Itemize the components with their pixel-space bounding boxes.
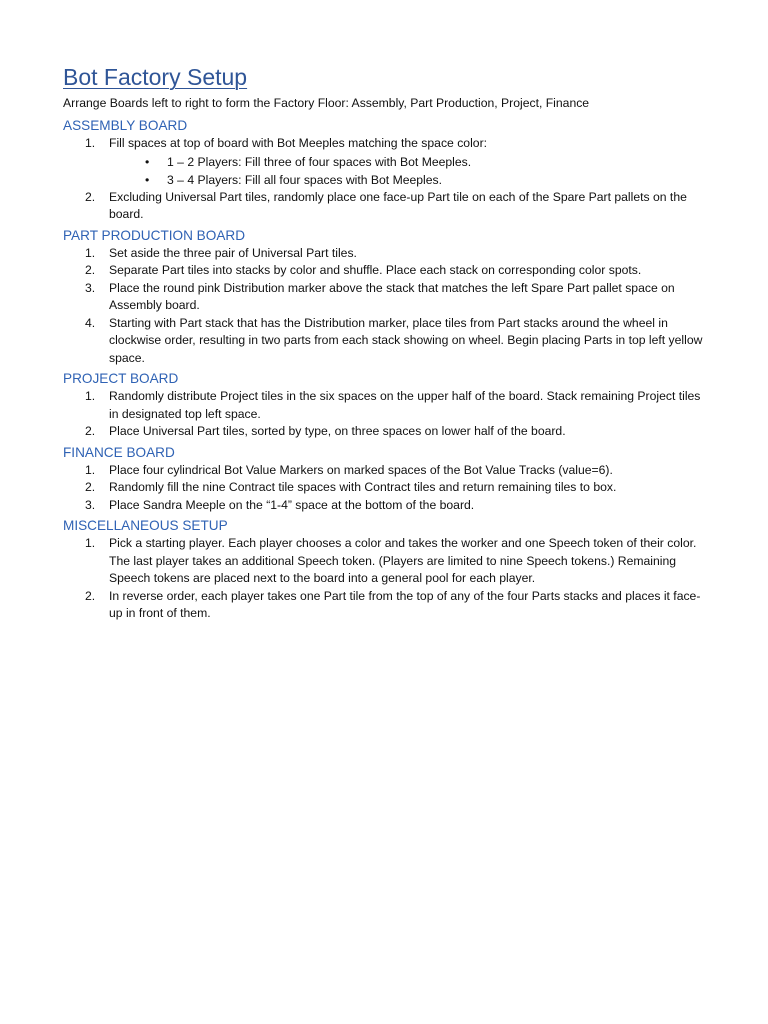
sub-list-item [109,171,713,189]
list-item [63,280,713,315]
step-text: Randomly distribute Project tiles in the six spaces on the upper half of the board. Stack remaining Project tiles in designated top left space. [109,389,701,421]
step-text: Pick a starting player. Each player chooses a color and takes the worker and one Speech token of their color. The last player takes an additional Speech token. (Players are limited to nine Speech tokens.) Remaining Speech tokens are placed next to the board into a general pool for each player. [109,536,697,585]
step-number: 2. [85,189,96,204]
step-number: 1. [85,245,96,260]
step-number: 1. [85,389,96,403]
step-number: 2. [85,263,96,277]
step-text: Place Universal Part tiles, sorted by type, on three spaces on lower half of the board. [109,424,566,438]
bullet-icon: • [145,172,150,187]
list-item [63,588,713,623]
list-item [63,479,713,497]
step-text: Excluding Universal Part tiles, randomly place one face-up Part tile on each of the Spare Part pallets on the board. [109,189,687,221]
list-item [63,462,713,480]
list-item [63,535,713,588]
document-title: Bot Factory Setup [63,64,248,90]
part-production-steps [63,245,713,368]
step-text: Place four cylindrical Bot Value Markers on marked spaces of the Bot Value Tracks (value=6). [109,462,613,477]
step-number: 2. [85,588,96,603]
step-text: Starting with Part stack that has the Distribution marker, place tiles from Part stacks around the wheel in clockwise order, resulting in two parts from each stack showing on wheel. Begin placing Parts in top left yellow space. [109,315,703,365]
list-item [63,262,713,280]
bullet-icon: • [145,154,150,169]
list-item [63,315,713,368]
project-steps [63,388,713,441]
step-text: In reverse order, each player takes one Part tile from the top of any of the four Parts stacks and places it face-up in front of them. [109,588,701,620]
step-text: Set aside the three pair of Universal Part tiles. [109,245,357,260]
finance-heading: FINANCE BOARD [63,444,175,460]
list-item [63,245,713,263]
step-text: Place the round pink Distribution marker above the stack that matches the left Spare Part pallet space on Assembly board. [109,280,675,312]
step-text: Fill spaces at top of board with Bot Meeples matching the space color: [109,136,488,150]
step-number: 4. [85,315,96,330]
list-item [63,423,713,441]
step-number: 1. [85,462,96,477]
assembly-sub-list [109,153,713,189]
project-heading: PROJECT BOARD [63,371,179,386]
assembly-steps [63,135,713,224]
step-number: 3. [85,497,96,512]
intro-text: Arrange Boards left to right to form the Factory Floor: Assembly, Part Production, Project, Finance [63,96,590,110]
finance-steps [63,462,713,515]
sub-step-text: 3 – 4 Players: Fill all four spaces with Bot Meeples. [167,172,443,187]
step-text: Randomly fill the nine Contract tile spaces with Contract tiles and return remaining tiles to box. [109,480,617,494]
step-number: 3. [85,280,96,295]
step-number: 2. [85,424,96,438]
step-text: Place Sandra Meeple on the “1-4” space at the bottom of the board. [109,497,475,512]
document-page [63,62,713,623]
list-item [63,189,713,224]
sub-list-item [109,153,713,171]
step-number: 2. [85,480,96,494]
sub-step-text: 1 – 2 Players: Fill three of four spaces with Bot Meeples. [167,154,472,169]
misc-heading: MISCELLANEOUS SETUP [63,518,228,533]
assembly-heading: ASSEMBLY BOARD [63,118,188,133]
step-text: Separate Part tiles into stacks by color and shuffle. Place each stack on corresponding color spots. [109,263,642,277]
part-production-heading: PART PRODUCTION BOARD [63,227,246,243]
list-item [63,388,713,423]
step-number: 1. [85,136,96,150]
list-item [63,135,713,189]
step-number: 1. [85,536,96,550]
list-item [63,497,713,515]
misc-steps [63,535,713,623]
